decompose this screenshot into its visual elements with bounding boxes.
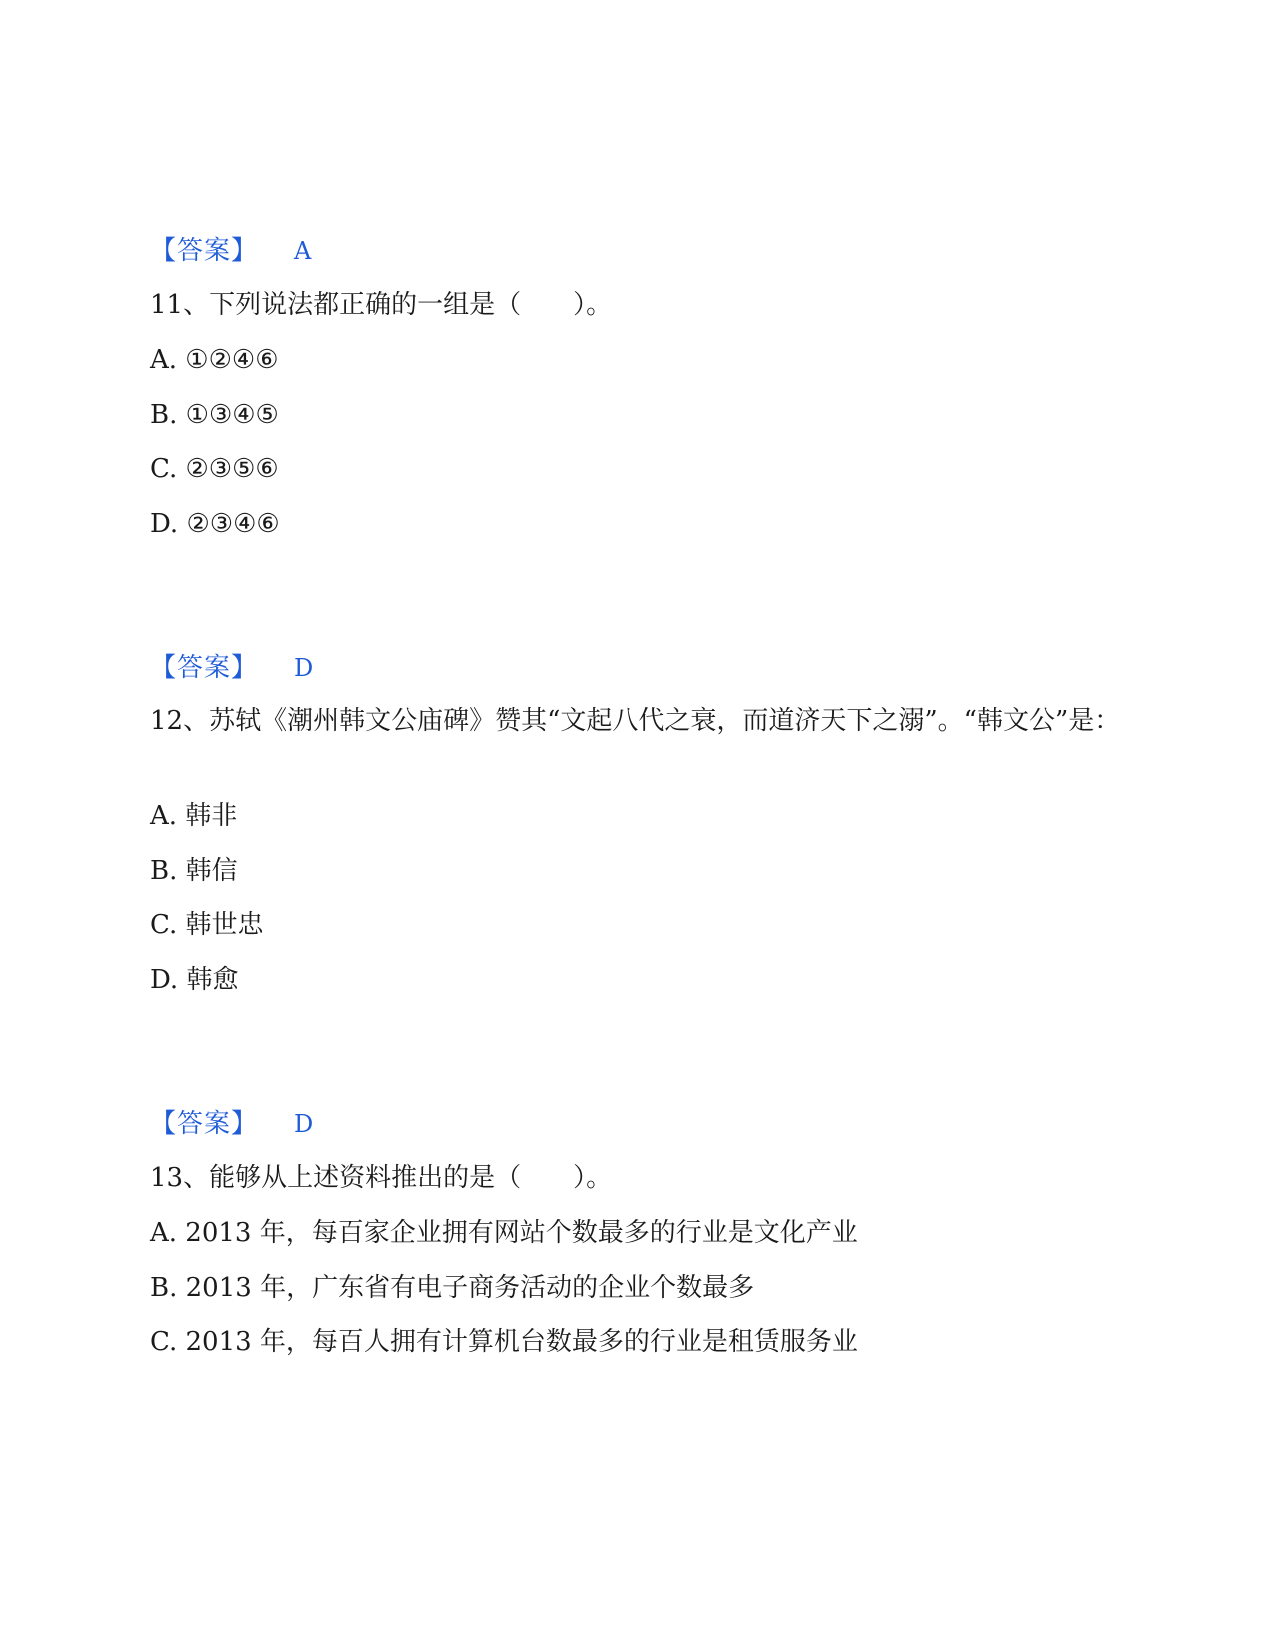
question-11-option-b: B. ①③④⑤ <box>150 400 279 430</box>
answer-label: 【答案】 <box>150 1109 259 1139</box>
question-11-option-d: D. ②③④⑥ <box>150 509 280 539</box>
question-12-option-a: A. 韩非 <box>150 801 238 831</box>
answer-row <box>150 1109 313 1139</box>
question-13-text: 13、能够从上述资料推出的是（ ）。 <box>150 1163 613 1193</box>
question-12-option-c: C. 韩世忠 <box>150 910 264 940</box>
answer-label: 【答案】 <box>150 236 259 266</box>
question-13-option-a: A. 2013 年，每百家企业拥有网站个数最多的行业是文化产业 <box>150 1218 858 1248</box>
question-11-text: 11、下列说法都正确的一组是（ ）。 <box>150 290 613 320</box>
answer-row <box>150 236 311 266</box>
question-13-option-b: B. 2013 年，广东省有电子商务活动的企业个数最多 <box>150 1273 755 1303</box>
answer-value: D <box>294 654 314 682</box>
question-12-option-b: B. 韩信 <box>150 856 238 886</box>
question-11-option-a: A. ①②④⑥ <box>150 345 279 375</box>
answer-row <box>150 653 313 683</box>
answer-value: D <box>294 1110 314 1138</box>
question-12-text: 12、苏轼《潮州韩文公庙碑》赞其“文起八代之衰，而道济天下之溺”。“韩文公”是： <box>150 706 1121 736</box>
question-12-option-d: D. 韩愈 <box>150 965 239 995</box>
question-11-option-c: C. ②③⑤⑥ <box>150 454 279 484</box>
answer-label: 【答案】 <box>150 653 259 683</box>
question-13-option-c: C. 2013 年，每百人拥有计算机台数最多的行业是租赁服务业 <box>150 1327 858 1357</box>
answer-value: A <box>294 237 312 265</box>
